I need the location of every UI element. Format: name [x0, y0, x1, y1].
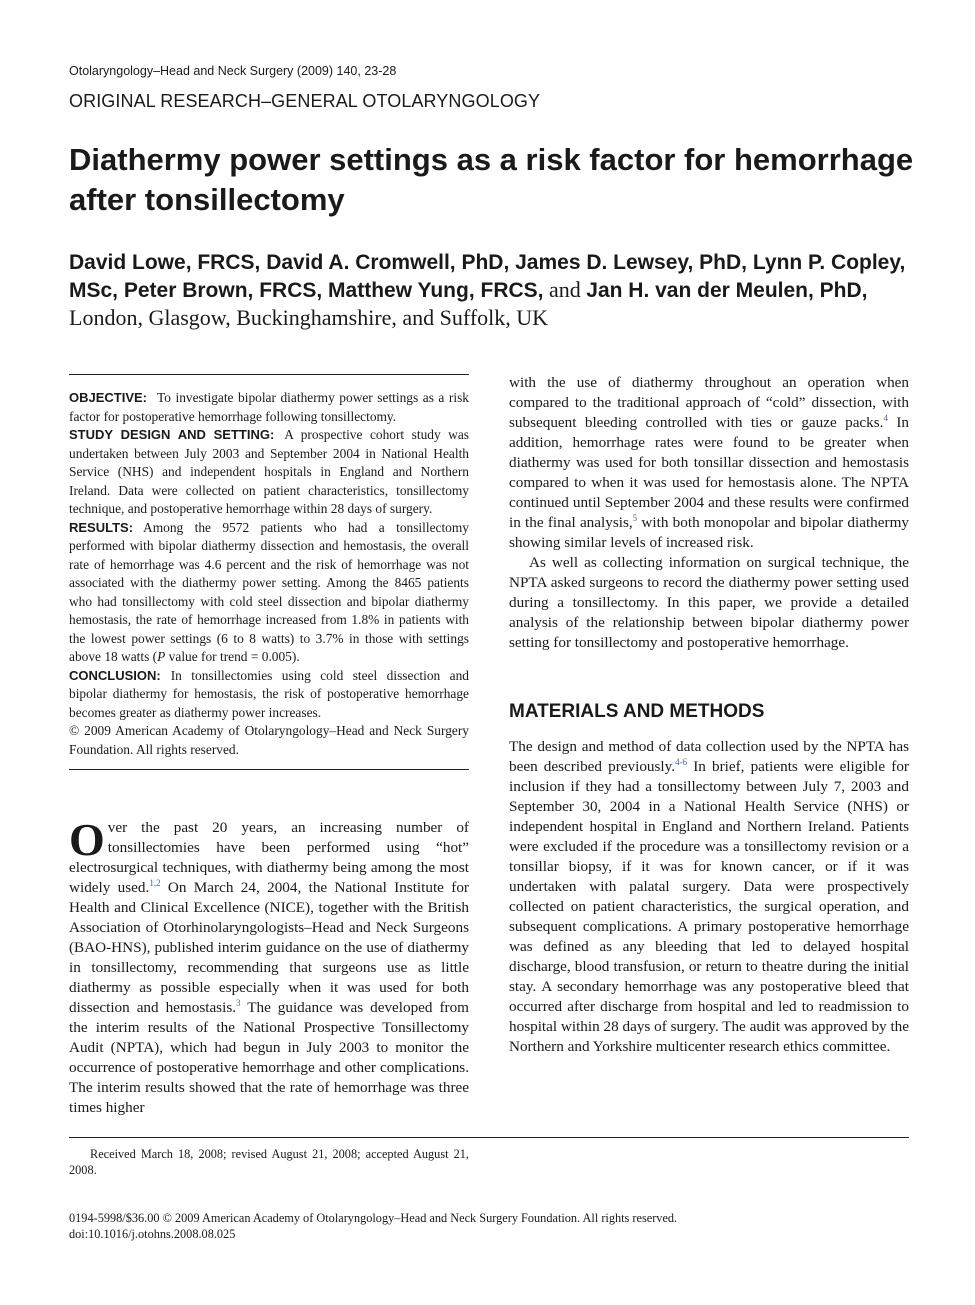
introduction — [69, 814, 469, 1118]
section-heading-methods: MATERIALS AND METHODS — [509, 701, 765, 722]
copyright-block — [69, 1210, 677, 1242]
citation-link[interactable]: 1,2 — [149, 877, 161, 888]
drop-cap: O — [69, 814, 105, 865]
citation-link[interactable]: 3 — [236, 997, 241, 1008]
intro-text-2: On March 24, 2004, the National Institute for Health and Clinical Excellence (NICE), together with the British Association of Otorhinolaryngologists–Head and Neck Surgeons (BAO-HNS), published interim guidance on the use of diathermy in tonsillectomy, recommending that surgeons use as little diathermy as possible especially when it was used for both dissection and hemostasis. — [69, 879, 469, 1016]
results-p-symbol: P — [157, 649, 166, 664]
abstract — [69, 374, 469, 770]
body-text: In addition, hemorrhage rates were found to be greater when diathermy was used for both tonsillar dissection and hemostasis compared to when it was used for hemostasis alone. The NPTA continued until September 2004 and these results were confirmed in the final analysis, — [509, 414, 910, 531]
results-label: RESULTS: — [69, 519, 134, 535]
received-dates: Received March 18, 2008; revised August 21, 2008; accepted August 21, 2008. — [69, 1147, 469, 1177]
design-label: STUDY DESIGN AND SETTING: — [69, 427, 275, 442]
objective-text: To investigate bipolar diathermy power settings as a risk factor for postoperative hemorrhage following tonsillectomy. — [69, 390, 469, 424]
objective-label: OBJECTIVE: — [69, 390, 148, 405]
abstract-results — [69, 519, 469, 667]
author-names: David Lowe, FRCS, David A. Cromwell, PhD, James D. Lewsey, PhD, Lynn P. Copley, MSc, Peter Brown, FRCS, Matthew Yung, FRCS, — [69, 251, 906, 302]
methods-paragraph — [509, 737, 909, 1057]
abstract-objective — [69, 389, 469, 426]
footnote-divider — [69, 1137, 909, 1138]
intro-text-3: The guidance was developed from the interim results of the National Prospective Tonsillectomy Audit (NPTA), which had begun in July 2003 to monitor the occurrence of postoperative hemorrhage and other complications. The interim results showed that the rate of hemorrhage was three times higher — [69, 999, 469, 1116]
intro-paragraph — [69, 814, 469, 1118]
citation-link[interactable]: 4-6 — [675, 756, 688, 767]
article-title: Diathermy power settings as a risk factor for hemorrhage after tonsillectomy — [69, 142, 914, 217]
abstract-copyright: © 2009 American Academy of Otolaryngology–Head and Neck Surgery Foundation. All rights reserved. — [69, 723, 469, 757]
methods-text: The design and method of data collection used by the NPTA has been described previously. — [509, 738, 909, 775]
body-paragraph — [509, 373, 909, 553]
body-paragraph: As well as collecting information on surgical technique, the NPTA asked surgeons to record the diathermy power setting used during a tonsillectomy. In this paper, we provide a detailed analysis of the relationship between bipolar diathermy power setting for tonsillectomy and postoperative hemorrhage. — [509, 554, 909, 651]
section-label: ORIGINAL RESEARCH–GENERAL OTOLARYNGOLOGY — [69, 91, 541, 111]
citation-link[interactable]: 5 — [632, 512, 638, 523]
issn-copyright: 0194-5998/$36.00 © 2009 American Academy of Otolaryngology–Head and Neck Surgery Foundation. All rights reserved. — [69, 1211, 678, 1225]
author-and: and — [543, 277, 587, 302]
author-last: Jan H. van der Meulen, PhD, — [586, 279, 868, 302]
results-text: Among the 9572 patients who had a tonsillectomy performed with bipolar diathermy dissection and hemostasis, the overall rate of hemorrhage was 4.6 percent and the risk of hemorrhage was not associated with the diathermy power setting. Among the 8465 patients who had tonsillectomy with cold steel dissection and bipolar diathermy hemostasis, the rate of hemorrhage increased from 1.8% in patients with the lowest power settings (6 to 8 watts) to 3.7% in those with settings above 18 watts ( — [69, 519, 469, 664]
abstract-conclusion — [69, 667, 469, 723]
doi-link[interactable]: doi:10.1016/j.otohns.2008.08.025 — [69, 1227, 236, 1241]
methods-text: In brief, patients were eligible for inclusion if they had a tonsillectomy between July 7, 2003 and September 30, 2004 in a National Health Service (NHS) or independent hospital in England and Northern Ireland. Patients were excluded if the procedure was a tonsillectomy revision or a tonsillar biopsy, if it was for known cancer, or if it was undertaken with palatal surgery. Data were prospectively collected on patient characteristics, the surgical operation, and subsequent complications. A primary postoperative hemorrhage was defined as any bleeding that led to delayed hospital discharge, blood transfusion, or return to theatre during the initial stay. A secondary hemorrhage was any postoperative bleed that occurred after discharge from hospital and led to readmission to hospital within 28 days of surgery. The audit was approved by the Northern and Yorkshire multicenter research ethics committee. — [509, 758, 910, 1055]
body-text: with the use of diathermy throughout an operation when compared to the traditional approach of “cold” dissection, with subsequent bleeding controlled with ties or gauze packs. — [509, 374, 909, 431]
results-text-end: value for trend = 0.005). — [165, 649, 300, 664]
body-text: with both monopolar and bipolar diathermy showing similar levels of increased risk. — [509, 514, 909, 551]
abstract-design — [69, 426, 469, 519]
author-list — [69, 248, 929, 331]
design-text: A prospective cohort study was undertaken between July 2003 and September 2004 in National Health Service (NHS) and independent hospitals in England and Northern Ireland. Data were collected on patient characteristics, tonsillectomy technique, and postoperative hemorrhage within 28 days of surgery. — [69, 427, 469, 516]
author-locations: London, Glasgow, Buckinghamshire, and Suffolk, UK — [69, 305, 549, 330]
conclusion-text: In tonsillectomies using cold steel dissection and bipolar diathermy for hemostasis, the risk of postoperative hemorrhage becomes greater as diathermy power increases. — [69, 667, 469, 720]
conclusion-label: CONCLUSION: — [69, 667, 161, 683]
citation-link[interactable]: 4 — [883, 412, 888, 423]
right-column — [509, 373, 909, 1057]
intro-text-1: ver the past 20 years, an increasing number of tonsillectomies have been performed using “hot” electrosurgical techniques, with diathermy being among the most widely used. — [69, 819, 469, 896]
journal-citation: Otolaryngology–Head and Neck Surgery (2009) 140, 23-28 — [69, 64, 397, 78]
